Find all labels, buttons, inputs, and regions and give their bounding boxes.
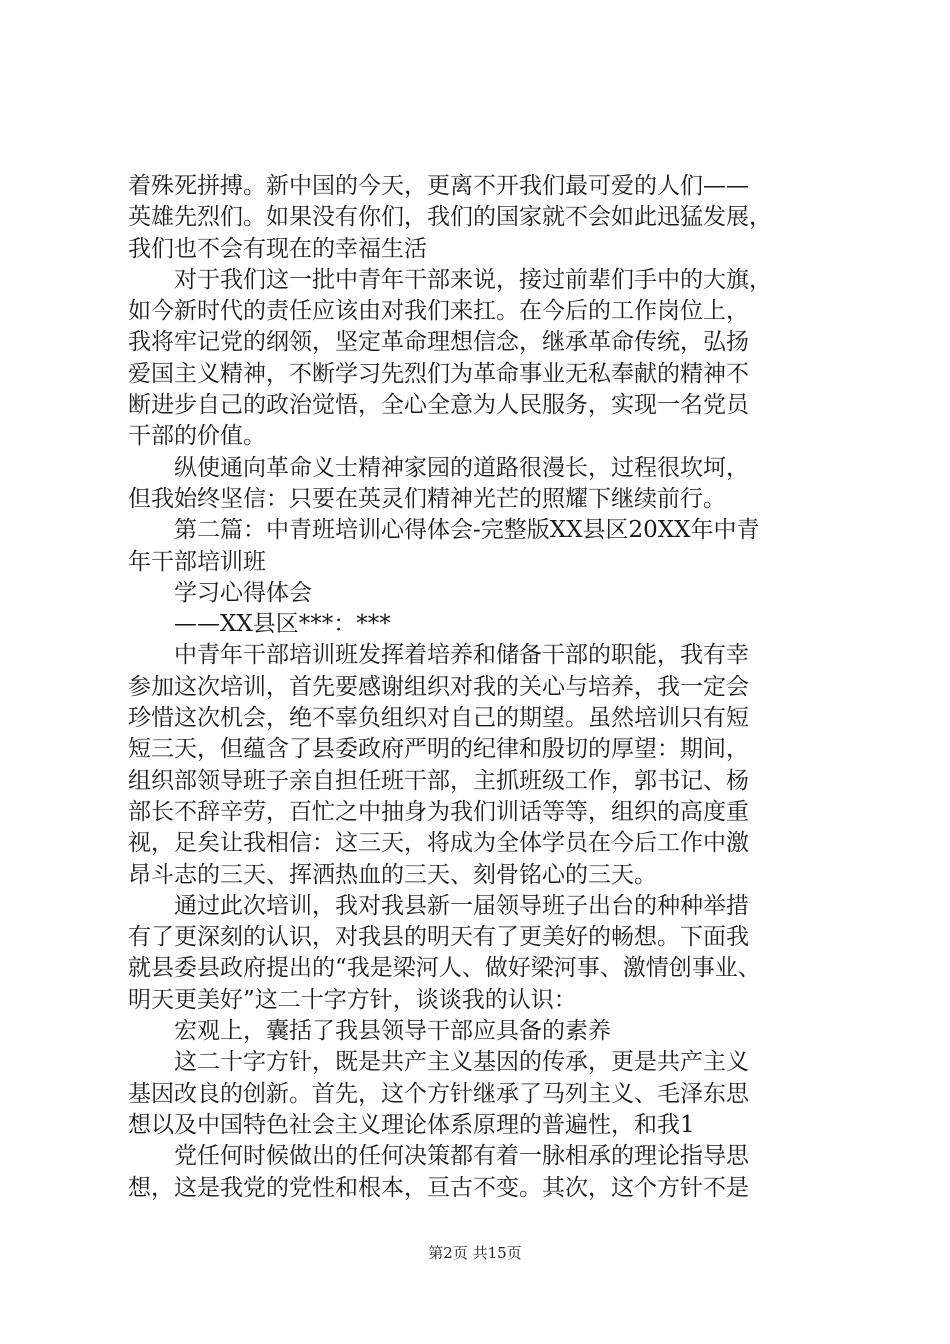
text-line: 爱国主义精神，不断学习先烈们为革命事业无私奉献的精神不 xyxy=(128,360,749,387)
text-line: 我们也不会有现在的幸福生活 xyxy=(128,235,427,262)
text-line: 珍惜这次机会，绝不辜负组织对自己的期望。虽然培训只有短 xyxy=(128,705,749,732)
text-line: 有了更深刻的认识，对我县的明天有了更美好的畅想。下面我 xyxy=(128,924,749,951)
text-line: 我将牢记党的纲领，坚定革命理想信念，继承革命传统，弘扬 xyxy=(128,329,749,356)
page-footer: 第2页 共15页 xyxy=(428,1244,522,1262)
text-line: 年干部培训班 xyxy=(128,548,266,575)
text-line: 英雄先烈们。如果没有你们，我们的国家就不会如此迅猛发展， xyxy=(128,204,772,231)
text-line: 组织部领导班子亲自担任班干部，主抓班级工作，郭书记、杨 xyxy=(128,767,749,794)
text-line: 学习心得体会 xyxy=(174,579,312,606)
text-line: 通过此次培训，我对我县新一届领导班子出台的种种举措 xyxy=(174,892,749,919)
text-line: 干部的价值。 xyxy=(128,423,266,450)
text-line: 着殊死拼搏。新中国的今天，更离不开我们最可爱的人们—— xyxy=(128,173,749,199)
text-line: 宏观上，囊括了我县领导干部应具备的素养 xyxy=(174,1018,611,1045)
text-line: 短三天，但蕴含了县委政府严明的纪律和殷切的厚望：期间， xyxy=(128,736,749,763)
text-line: 视，足矣让我相信：这三天，将成为全体学员在今后工作中激 xyxy=(128,830,749,857)
text-line: 就县委县政府提出的“我是梁河人、做好梁河事、激情创事业、 xyxy=(128,955,761,982)
text-line: 但我始终坚信：只要在英灵们精神光芒的照耀下继续前行。 xyxy=(128,485,726,512)
text-line: 想，这是我党的党性和根本，亘古不变。其次，这个方针不是 xyxy=(128,1174,749,1201)
text-line: 第二篇：中青班培训心得体会-完整版XX县区20XX年中青 xyxy=(174,517,760,544)
text-line: 中青年干部培训班发挥着培养和储备干部的职能，我有幸 xyxy=(174,642,749,669)
text-line: 对于我们这一批中青年干部来说，接过前辈们手中的大旗， xyxy=(174,266,772,293)
text-line: 昂斗志的三天、挥洒热血的三天、刻骨铭心的三天。 xyxy=(128,861,657,888)
text-line: 基因改良的创新。首先，这个方针继承了马列主义、毛泽东思 xyxy=(128,1080,749,1107)
text-line: 部长不辞辛劳，百忙之中抽身为我们训话等等，组织的高度重 xyxy=(128,798,749,825)
text-line: 党任何时候做出的任何决策都有着一脉相承的理论指导思 xyxy=(174,1143,749,1170)
text-line: 如今新时代的责任应该由对我们来扛。在今后的工作岗位上， xyxy=(128,298,749,325)
text-line: 纵使通向革命义士精神家园的道路很漫长，过程很坎坷， xyxy=(174,454,749,481)
text-line: 参加这次培训，首先要感谢组织对我的关心与培养，我一定会 xyxy=(128,673,749,700)
text-line: 断进步自己的政治觉悟，全心全意为人民服务，实现一名党员 xyxy=(128,392,749,419)
text-line: ——XX县区***：*** xyxy=(174,611,391,638)
text-line: 这二十字方针，既是共产主义基因的传承，更是共产主义 xyxy=(174,1049,749,1076)
text-line: 想以及中国特色社会主义理论体系原理的普遍性，和我1 xyxy=(128,1111,695,1138)
text-line: 明天更美好”这二十字方针，谈谈我的认识： xyxy=(128,986,577,1013)
document-body xyxy=(128,171,848,1204)
